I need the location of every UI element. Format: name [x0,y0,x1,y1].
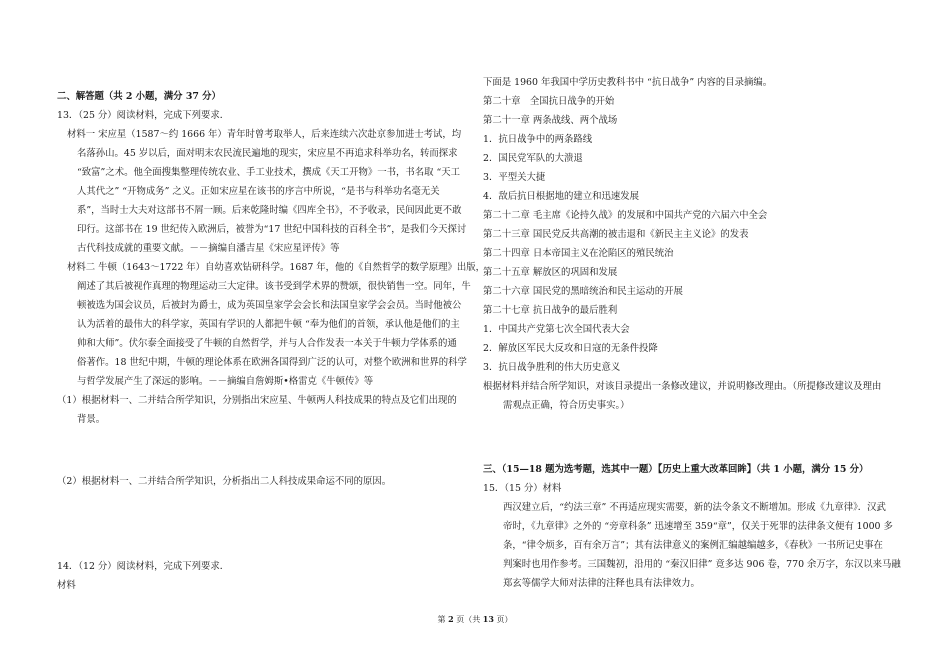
material1-line: 古代科技成就的重要文献。－－摘编自潘吉星《宋应星评传》等 [77,243,340,254]
material2-line: 帅和大师”。伏尔泰全面接受了牛顿的自然哲学，并与人合作发表一本关于牛顿力学体系的通 [77,338,457,349]
page-total: 13 [482,614,494,624]
toc-item: 4．敌后抗日根据地的建立和迅速发展 [483,191,639,202]
q15-line: 条，“律令烦多，百有余万言”；其有法律意义的案例汇编越编越多，《春秋》一书所记史事在 [503,540,883,551]
footer-middle: 页（共 [453,615,483,624]
material1-line: 材料一 宋应星（1587～约 1666 年）青年时曾考取举人，后来连续六次赴京参加进士考试，均 [67,129,462,140]
q13-sub1-line: （1）根据材料一、二并结合所学知识，分别指出宋应星、牛顿两人科技成果的特点及它们出现的 [57,395,457,406]
q14-task-line: 需观点正确，符合历史事实。） [503,400,630,411]
toc-item: 2．解放区军民大反攻和日寇的无条件投降 [483,343,658,354]
page-number: 2 [448,614,454,624]
q15-line: 判案时也用作参考。三国魏初，沿用的 “秦汉旧律” 竟多达 906 卷，770 余万字，东汉以来马融 [503,559,901,570]
toc-item: 第二十七章 抗日战争的最后胜利 [483,305,618,316]
toc-item: 3．平型关大捷 [483,172,546,183]
q14-header: 14．（12 分）阅读材料，完成下列要求． [57,561,230,572]
toc-item: 第二十四章 日本帝国主义在沦陷区的殖民统治 [483,248,674,259]
material2-line: 阐述了其后被视作真理的物理运动三大定律。该书受到学术界的赞颂，很快销售一空。同年，牛 [77,281,471,292]
toc-intro: 下面是 1960 年我国中学历史教科书中 “抗日战争” 内容的目录摘编。 [483,77,773,88]
section-title: 二、解答题（共 2 小题，满分 37 分） [57,91,221,102]
toc-item: 2．国民党军队的大溃退 [483,153,583,164]
material2-line: 顿被选为国会议员，后被封为爵士，成为英国皇家学会会长和法国皇家学会会员。当时他被公 [77,300,462,311]
material1-line: 印行。这部书在 19 世纪传入欧洲后，被誉为“17 世纪中国科技的百科全书”，是我们今天探讨 [77,224,467,235]
page-footer [0,614,950,625]
toc-item: 第二十二章 毛主席《论持久战》的发展和中国共产党的六届六中全会 [483,210,768,221]
toc-item: 第二十章 全国抗日战争的开始 [483,96,615,107]
material2-line: 与哲学发展产生了深远的影响。－－摘编自詹姆斯•格雷克《牛顿传》等 [77,376,374,387]
material2-line: 认为活着的最伟大的科学家，英国有学识的人都把牛顿 “奉为他们的首领，承认他是他们的主 [77,319,460,330]
material1-line: 系”，当时士大夫对这部书不屑一顾。后来乾隆时编《四库全书》，不予收录，民间因此更不敢 [77,205,462,216]
toc-item: 3．抗日战争胜利的伟大历史意义 [483,362,621,373]
material2-line: 俗著作。18 世纪中期，牛顿的理论体系在欧洲各国得到广泛的认可，对整个欧洲和世界的科学 [77,357,467,368]
material1-line: 人其代之” “开物成务” 之义。正如宋应星在该书的序言中所说，“是书与科举功名毫无关 [77,186,440,197]
q15-line: 郑玄等儒学大师对法律的注释也具有法律效力。 [503,578,700,589]
q15-line: 帝时，《九章律》之外的 “旁章科条” 迅速增至 359“章”，仅关于死罪的法律条文便有 1000 多 [503,521,893,532]
toc-item: 第二十六章 国民党的黑暗统治和民主运动的开展 [483,286,683,297]
q13-sub1-line: 背景。 [77,414,106,425]
material2-line: 材料二 牛顿（1643～1722 年）自幼喜欢钻研科学。1687 年，他的《自然哲学的数学原理》出版， [67,262,486,273]
material1-line: “致富”之术。他全面搜集整理传统农业、手工业技术，撰成《天工开物》一书，书名取 “天工 [77,167,460,178]
material-label: 材料 [57,580,76,591]
footer-prefix: 第 [437,615,449,624]
q14-task-line: 根据材料并结合所学知识，对该目录提出一条修改建议，并说明修改理由。（所提修改建议及理由 [483,381,882,392]
q15-header: 15．（15 分）材料 [483,483,562,494]
material1-line: 名落孙山。45 岁以后，面对明末农民流民遍地的现实，宋应星不再追求科举功名，转而探求 [77,148,458,159]
toc-item: 第二十三章 国民党反共高潮的被击退和《新民主主义论》的发表 [483,229,749,240]
q13-sub2: （2）根据材料一、二并结合所学知识，分析指出二人科技成果命运不同的原因。 [57,476,392,487]
section3-title: 三、（15—18 题为选考题，选其中一题）【历史上重大改革回眸】（共 1 小题，满分 15 分） [483,464,869,475]
toc-item: 第二十五章 解放区的巩固和发展 [483,267,618,278]
footer-suffix: 页） [493,615,513,624]
toc-item: 1．抗日战争中的两条路线 [483,134,593,145]
q15-line: 西汉建立后，“约法三章” 不再适应现实需要，新的法令条文不断增加。形成《九章律》．汉武 [503,502,886,513]
toc-item: 1．中国共产党第七次全国代表大会 [483,324,630,335]
toc-item: 第二十一章 两条战线、两个战场 [483,115,618,126]
q13-header: 13．（25 分）阅读材料，完成下列要求． [57,110,230,121]
